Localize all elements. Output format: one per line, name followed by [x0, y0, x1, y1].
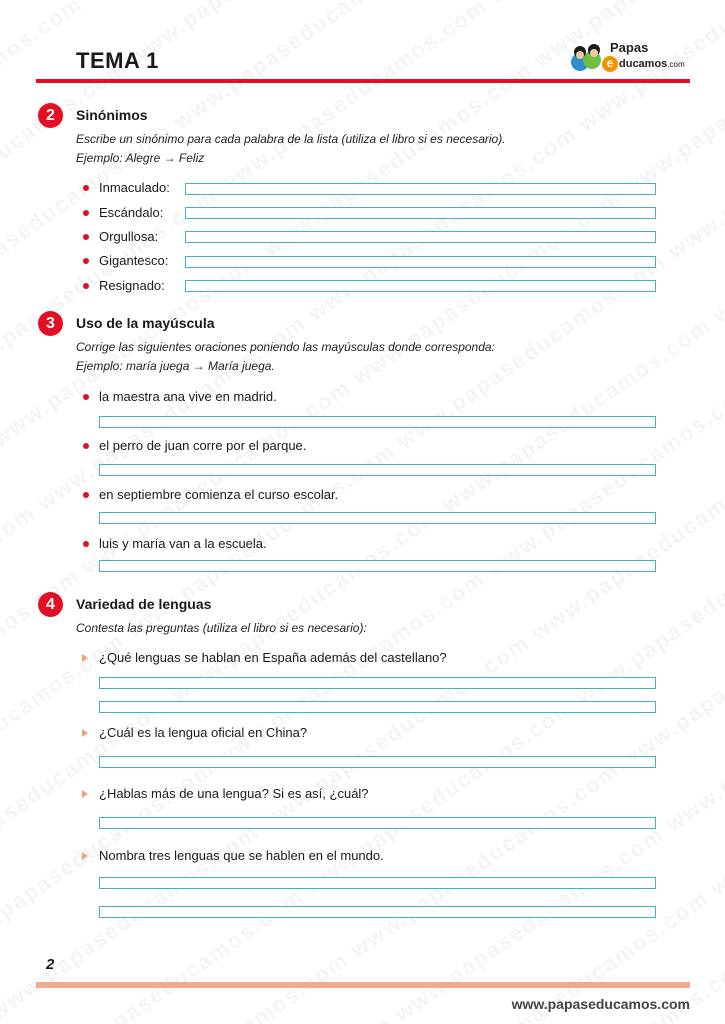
synonym-word: Orgullosa: — [99, 229, 159, 244]
section-4-instruction: Contesta las preguntas (utiliza el libro si es necesario): — [76, 621, 367, 635]
section-number-3: 3 — [38, 311, 63, 336]
bullet-icon — [83, 283, 89, 289]
bullet-icon — [83, 492, 89, 498]
section-2-example: Ejemplo: Alegre → Feliz — [76, 151, 205, 165]
sentence-to-correct: el perro de juan corre por el parque. — [99, 438, 307, 453]
question-answer-field[interactable] — [99, 817, 656, 829]
question-answer-field[interactable] — [99, 677, 656, 689]
section-title-languages: Variedad de lenguas — [76, 596, 212, 612]
bullet-icon — [83, 443, 89, 449]
correction-answer-field[interactable] — [99, 464, 656, 476]
section-number-4: 4 — [38, 592, 63, 617]
correction-answer-field[interactable] — [99, 560, 656, 572]
synonym-word: Escándalo: — [99, 205, 164, 220]
question-text: ¿Hablas más de una lengua? Si es así, ¿cuál? — [99, 786, 369, 801]
synonym-answer-field[interactable] — [185, 280, 656, 292]
logo-e-badge: e — [602, 56, 618, 72]
bullet-icon — [83, 258, 89, 264]
section-3-example: Ejemplo: maría juega → María juega. — [76, 359, 275, 373]
bullet-icon — [83, 210, 89, 216]
footer-divider — [36, 982, 690, 988]
synonym-word: Resignado: — [99, 278, 165, 293]
papaseducamos-logo[interactable] — [570, 38, 690, 76]
logo-papas: Papas — [610, 40, 649, 55]
page-title: TEMA 1 — [76, 48, 159, 73]
synonym-answer-field[interactable] — [185, 231, 656, 243]
sentence-to-correct: en septiembre comienza el curso escolar. — [99, 487, 339, 502]
question-answer-field[interactable] — [99, 701, 656, 713]
header-divider — [36, 79, 690, 83]
question-text: ¿Qué lenguas se hablan en España además del castellano? — [99, 650, 447, 665]
section-2-instruction: Escribe un sinónimo para cada palabra de la lista (utiliza el libro si es necesario). — [76, 132, 506, 146]
bullet-icon — [83, 394, 89, 400]
kids-logo-icon — [570, 42, 608, 74]
arrow-bullet-icon — [82, 729, 88, 737]
watermark-line — [15, 358, 725, 1024]
question-answer-field[interactable] — [99, 756, 656, 768]
sentence-to-correct: luis y maría van a la escuela. — [99, 536, 267, 551]
question-text: Nombra tres lenguas que se hablen en el mundo. — [99, 848, 384, 863]
arrow-bullet-icon — [82, 654, 88, 662]
bullet-icon — [83, 234, 89, 240]
bullet-icon — [83, 541, 89, 547]
synonym-word: Inmaculado: — [99, 180, 170, 195]
correction-answer-field[interactable] — [99, 416, 656, 428]
question-answer-field[interactable] — [99, 877, 656, 889]
synonym-word: Gigantesco: — [99, 253, 169, 268]
section-title-capitalization: Uso de la mayúscula — [76, 315, 215, 331]
bullet-icon — [83, 185, 89, 191]
page-number: 2 — [46, 956, 55, 973]
synonym-answer-field[interactable] — [185, 183, 656, 195]
section-number-2: 2 — [38, 103, 63, 128]
synonym-answer-field[interactable] — [185, 207, 656, 219]
section-3-instruction: Corrige las siguientes oraciones poniendo las mayúsculas donde corresponda: — [76, 340, 495, 354]
question-answer-field[interactable] — [99, 906, 656, 918]
synonym-answer-field[interactable] — [185, 256, 656, 268]
footer-website-link[interactable]: www.papaseducamos.com — [511, 996, 690, 1012]
arrow-bullet-icon — [82, 852, 88, 860]
question-text: ¿Cuál es la lengua oficial en China? — [99, 725, 308, 740]
arrow-bullet-icon — [82, 790, 88, 798]
sentence-to-correct: la maestra ana vive en madrid. — [99, 389, 277, 404]
correction-answer-field[interactable] — [99, 512, 656, 524]
logo-ducamos: ducamos.com — [619, 58, 685, 70]
section-title-synonyms: Sinónimos — [76, 107, 148, 123]
